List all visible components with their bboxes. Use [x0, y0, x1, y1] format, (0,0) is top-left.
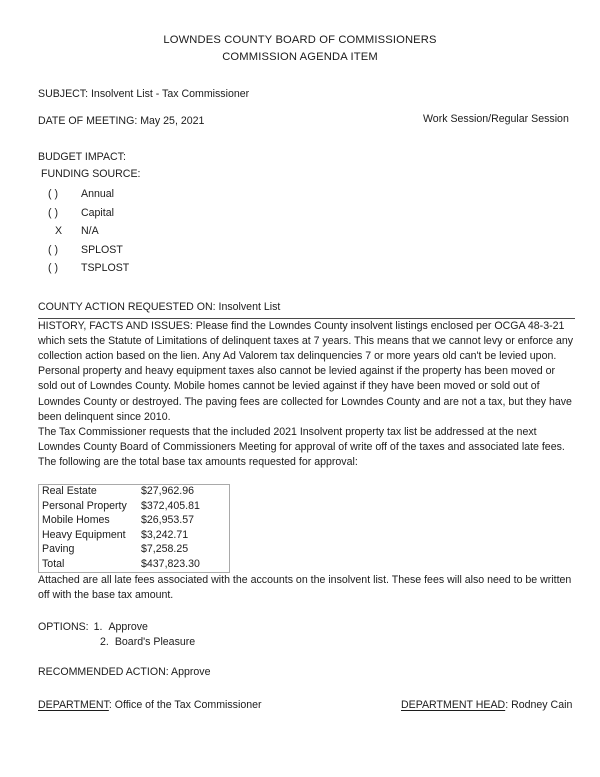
funding-option-label: TSPLOST [81, 262, 130, 274]
table-row [39, 528, 230, 543]
table-row [39, 499, 230, 514]
checkbox-capital[interactable]: ( ) [48, 206, 58, 219]
department-head-label: DEPARTMENT HEAD [401, 699, 506, 712]
funding-option-na[interactable] [38, 222, 575, 241]
header-line-county: LOWNDES COUNTY BOARD OF COMMISSIONERS [163, 34, 437, 46]
amounts-intro-paragraph: The following are the total base tax amounts requested for approval: [38, 456, 358, 469]
table-row [39, 514, 230, 529]
table-cell-label: Real Estate [42, 485, 97, 498]
funding-option-label: Capital [81, 206, 114, 219]
history-facts-issues-paragraph: HISTORY, FACTS AND ISSUES: Please find the Lowndes County insolvent listings enclosed per OCGA 48-3-21 which sets the Statute of Limitations of delinquent taxes at 7 years. This means that we cannot levy or enforce any collection action based on the lien. Any Ad Valorem tax delinquencies 7 or more years old can't be levied upon. Personal property and heavy equipment taxes also cannot be levied against if the property has been moved or sold out of Lowndes County. Mobile homes cannot be levied against if they have been moved or sold out of Lowndes County or destroyed. The paving fees are collected for Lowndes County and are not a tax, but they have been delinquent since 2010. [38, 319, 574, 423]
table-cell-value: $27,962.96 [141, 485, 195, 498]
table-cell-value: $7,258.25 [141, 543, 189, 556]
attached-late-fees-paragraph: Attached are all late fees associated with the accounts on the insolvent list. These fees will also need to be written off with the base tax amount. [38, 574, 572, 602]
department-label: DEPARTMENT [38, 699, 109, 712]
options-label: OPTIONS: [38, 620, 89, 633]
table-cell-label: Heavy Equipment [42, 528, 126, 541]
table-cell-value: $26,953.57 [141, 514, 195, 527]
table-cell-label: Total [42, 558, 65, 570]
department-value: : Office of the Tax Commissioner [108, 699, 262, 712]
table-row-total [39, 558, 230, 573]
date-of-meeting: DATE OF MEETING: May 25, 2021 [38, 115, 205, 127]
recommended-action: RECOMMENDED ACTION: Approve [38, 666, 211, 679]
funding-option-capital[interactable] [38, 204, 575, 223]
checkbox-tsplost[interactable]: ( ) [48, 262, 58, 274]
option-number: 2. [100, 635, 109, 648]
header-line-agenda-item: COMMISSION AGENDA ITEM [222, 51, 378, 63]
base-tax-amounts-table [38, 484, 230, 574]
option-label-boards-pleasure: Board's Pleasure [114, 635, 196, 648]
session-type: Work Session/Regular Session [423, 113, 569, 125]
table-cell-label: Mobile Homes [42, 514, 110, 527]
tax-commissioner-request-paragraph: The Tax Commissioner requests that the included 2021 Insolvent property tax list be addressed at the next Lowndes County Board of Commissioners Meeting for approval of write off of the taxes and associated late fees. [38, 425, 565, 454]
options-line-second [38, 635, 575, 650]
checkbox-splost[interactable]: ( ) [48, 243, 58, 256]
table-row [39, 543, 230, 558]
budget-impact-label: BUDGET IMPACT: [38, 151, 126, 163]
table-row [39, 484, 230, 499]
table-cell-value: $372,405.81 [141, 499, 200, 512]
checkbox-annual[interactable]: ( ) [48, 188, 58, 200]
county-action-requested: COUNTY ACTION REQUESTED ON: Insolvent List [38, 300, 281, 313]
department-row [38, 698, 575, 714]
funding-option-label: N/A [81, 225, 99, 237]
funding-option-tsplost[interactable] [38, 259, 575, 278]
funding-option-splost[interactable] [38, 241, 575, 260]
document-body [0, 87, 600, 714]
funding-source-options [38, 185, 575, 278]
table-cell-value: $3,242.71 [141, 528, 189, 541]
table-cell-label: Personal Property [42, 499, 127, 512]
option-label-approve: Approve [108, 620, 148, 633]
options-section [38, 620, 575, 651]
table-cell-label: Paving [42, 543, 75, 556]
department-field [38, 698, 262, 713]
subject-line: SUBJECT: Insolvent List - Tax Commissioner [38, 88, 250, 100]
checkbox-na-checked[interactable]: X [55, 225, 63, 237]
funding-option-label: Annual [81, 188, 114, 200]
department-head-field [401, 698, 572, 713]
funding-option-label: SPLOST [81, 243, 123, 256]
document-header [0, 32, 600, 66]
option-number: 1. [93, 620, 103, 633]
table-cell-value: $437,823.30 [141, 558, 200, 570]
options-line-first [38, 620, 575, 635]
department-head-value: : Rodney Cain [505, 699, 573, 712]
meeting-line [38, 114, 575, 129]
funding-source-label: FUNDING SOURCE: [41, 168, 141, 180]
funding-option-annual[interactable] [38, 185, 575, 204]
